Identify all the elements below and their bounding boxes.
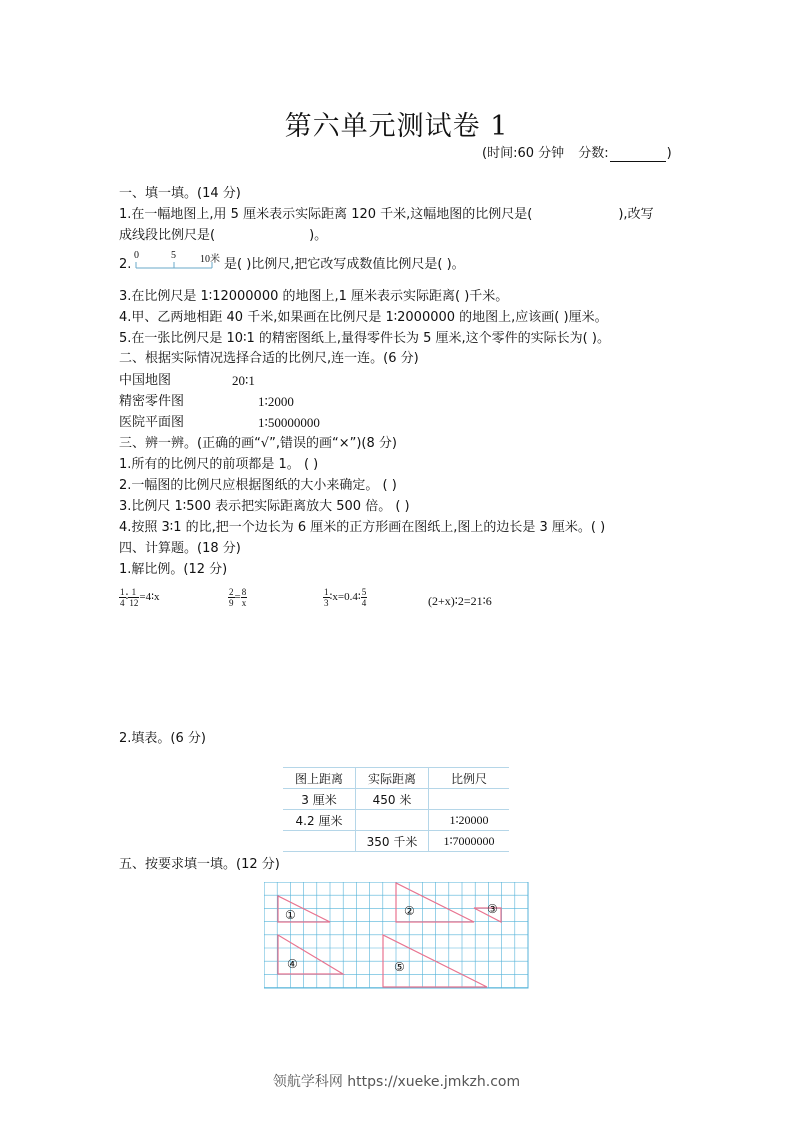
fraction-1-3: $\frac{1}{3}$ (324, 587, 329, 608)
equation-1: $\frac{1}{4}$ ∶ $\frac{1}{12}$ =4∶x (120, 587, 160, 608)
question-4: 4.甲、乙两地相距 40 千米,如果画在比例尺是 1∶2000000 的地图上,应该画( )厘米。 (119, 310, 608, 325)
scale-tick-5: 5 (171, 250, 176, 261)
question-1-tail: ),改写 (618, 207, 654, 222)
fraction-8-x: $\frac{8}{x}$ (241, 587, 247, 608)
match-left-2[interactable]: 精密零件图 (119, 394, 185, 409)
section2-heading: 二、根据实际情况选择合适的比例尺,连一连。(6 分) (119, 351, 419, 366)
time-text: (时间:60 分钟 (482, 146, 565, 161)
match-right-3[interactable]: 1∶50000000 (258, 415, 320, 430)
fraction-2-9: $\frac{2}{9}$ (229, 587, 234, 608)
label-2: ② (404, 904, 415, 918)
scale-bar (134, 260, 220, 270)
equation-1-tail: =4∶x (139, 591, 160, 604)
match-right-2[interactable]: 1∶2000 (258, 394, 294, 409)
table-header: 实际距离 (356, 768, 429, 789)
scale-table (283, 767, 509, 852)
question-3: 3.在比例尺是 1∶12000000 的地图上,1 厘米表示实际距离( )千米。 (119, 289, 509, 304)
table-cell-blank[interactable] (283, 831, 356, 852)
equation-3-mid: ∶x=0.4∶ (329, 591, 361, 604)
table-cell: 4.2 厘米 (283, 810, 356, 831)
table-row (283, 810, 509, 831)
match-left-1[interactable]: 中国地图 (119, 373, 172, 388)
question-2 (119, 257, 131, 273)
fraction-1-12: $\frac{1}{12}$ (129, 587, 139, 608)
match-right-1[interactable]: 20∶1 (232, 373, 255, 388)
close-paren: ) (666, 146, 672, 161)
solve-proportion-heading: 1.解比例。(12 分) (119, 562, 228, 577)
table-cell: 3 厘米 (283, 789, 356, 810)
section5-heading: 五、按要求填一填。(12 分) (119, 857, 280, 872)
question-2-text: 是( )比例尺,把它改写成数值比例尺是( )。 (224, 257, 465, 272)
triangle-grid (264, 882, 530, 990)
label-3: ③ (487, 902, 498, 916)
equation-2 (228, 587, 247, 608)
fraction-5-4: $\frac{5}{4}$ (361, 587, 367, 608)
judge-item-2: 2.一幅图的比例尺应根据图纸的大小来确定。 ( ) (119, 478, 397, 493)
question-2-num: 2. (119, 257, 132, 272)
question-1-line2: 成线段比例尺是( (119, 228, 216, 243)
scale-tick-10: 10米 (200, 254, 220, 265)
fraction-1-4: $\frac{1}{4}$ (120, 587, 125, 608)
judge-item-3: 3.比例尺 1∶500 表示把实际距离放大 500 倍。 ( ) (119, 499, 410, 514)
judge-item-4: 4.按照 3∶1 的比,把一个边长为 6 厘米的正方形画在图纸上,图上的边长是 3 厘米。( ) (119, 520, 606, 535)
equals-sign: = (234, 591, 241, 604)
label-1: ① (285, 908, 296, 922)
table-cell: 350 千米 (356, 831, 429, 852)
score-blank[interactable] (610, 149, 666, 162)
section3-heading: 三、辨一辨。(正确的画“√”,错误的画“×”)(8 分) (119, 436, 397, 451)
question-1-text: 1.在一幅地图上,用 5 厘米表示实际距离 120 千米,这幅地图的比例尺是( (119, 207, 533, 222)
match-left-3[interactable]: 医院平面图 (119, 415, 185, 430)
table-row (283, 831, 509, 852)
score-label: 分数: (578, 146, 609, 161)
line-scale (134, 250, 226, 272)
fill-table-heading: 2.填表。(6 分) (119, 731, 206, 746)
label-4: ④ (287, 957, 298, 971)
question-5: 5.在一张比例尺是 10∶1 的精密图纸上,量得零件长为 5 厘米,这个零件的实际长为( )。 (119, 331, 610, 346)
label-5: ⑤ (394, 960, 405, 974)
table-cell: 1∶20000 (429, 810, 510, 831)
question-1-line2-end: )。 (309, 228, 328, 243)
table-row (283, 789, 509, 810)
table-header: 比例尺 (429, 768, 510, 789)
question-1a (119, 207, 654, 223)
equation-4: (2+x)∶2=21∶6 (428, 594, 492, 608)
scale-tick-0: 0 (134, 250, 139, 261)
table-header: 图上距离 (283, 768, 356, 789)
footer-watermark: 领航学科网 https://xueke.jmkzh.com (272, 1074, 521, 1090)
section1-heading: 一、填一填。(14 分) (119, 186, 241, 201)
table-header-row (283, 768, 509, 789)
table-cell-blank[interactable] (356, 810, 429, 831)
table-cell-blank[interactable] (429, 789, 510, 810)
table-cell: 1∶7000000 (429, 831, 510, 852)
equation-3 (323, 587, 367, 608)
question-1b (119, 228, 327, 244)
table-cell: 450 米 (356, 789, 429, 810)
page-title: 第六单元测试卷 1 (284, 111, 509, 142)
judge-item-1: 1.所有的比例尺的前项都是 1。 ( ) (119, 457, 319, 472)
time-label (482, 146, 672, 162)
section4-heading: 四、计算题。(18 分) (119, 541, 241, 556)
